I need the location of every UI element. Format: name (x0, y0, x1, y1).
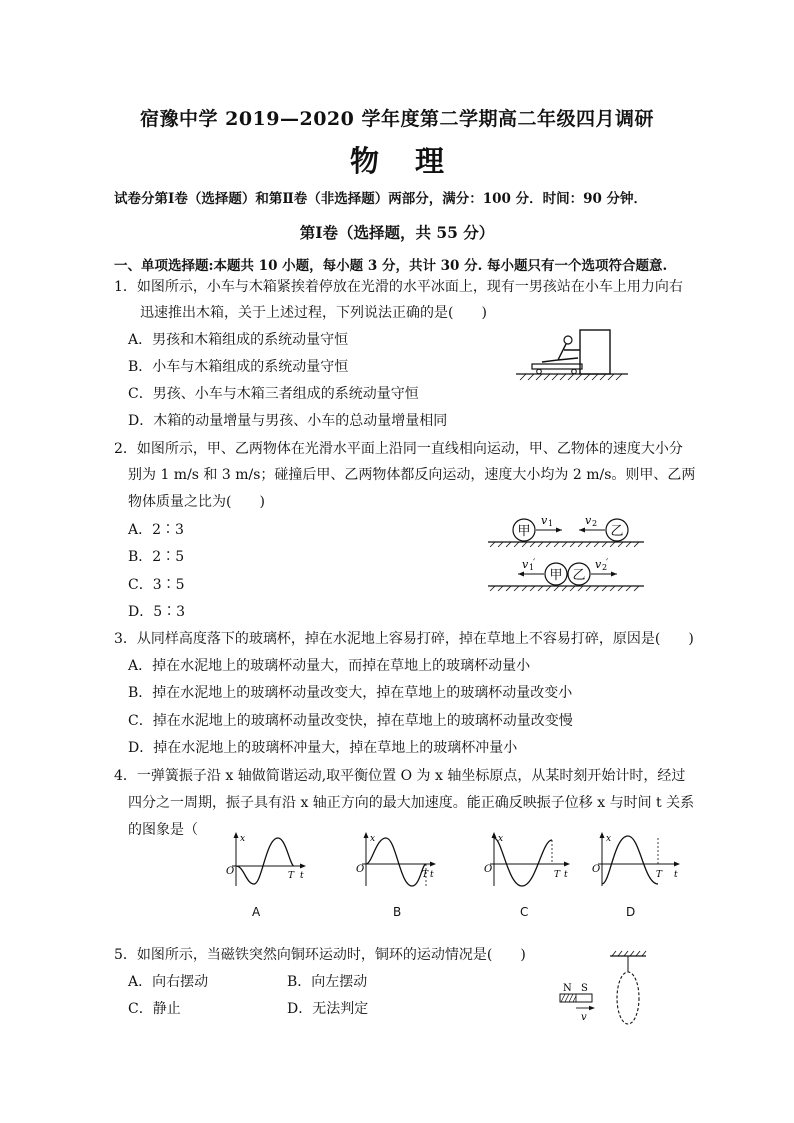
q5-option-c: C．静止 (128, 1001, 181, 1017)
q3-option-a: A．掉在水泥地上的玻璃杯动量大，而掉在草地上的玻璃杯动量小 (128, 658, 531, 674)
q5-stem: 5．如图所示，当磁铁突然向铜环运动时，铜环的运动情况是( ) (114, 947, 526, 963)
q4-graph-c-period: T (554, 870, 561, 880)
q2-v1p-label: v (522, 558, 529, 571)
q2-stem-line3: 物体质量之比为( ) (128, 494, 265, 510)
q2-v1-label: v (541, 514, 548, 527)
q4-graph-d-label: D (626, 905, 636, 919)
q2-v2-label: v (585, 514, 592, 527)
q3-option-c: C．掉在水泥地上的玻璃杯动量改变快，掉在草地上的玻璃杯动量改变慢 (128, 713, 573, 729)
q3-option-b: B．掉在水泥地上的玻璃杯动量改变大，掉在草地上的玻璃杯动量改变小 (128, 685, 573, 701)
section-heading: 第Ⅰ卷（选择题，共 55 分） (299, 223, 495, 242)
q2-option-c: C．3∶5 (128, 577, 185, 593)
q2-v1p-sub: 1 (529, 563, 535, 572)
q4-graph-a-y-label: x (240, 834, 246, 844)
q5-magnet-ring-figure (556, 950, 664, 1032)
q2-option-a: A．2∶3 (128, 522, 184, 538)
q2-v2p-label: v (595, 558, 602, 571)
q4-graph-a-x-label: t (300, 871, 304, 881)
q4-graph-b-period: T (422, 870, 429, 880)
q4-graph-c-origin: O (484, 864, 493, 875)
q4-graph-c (480, 830, 572, 888)
q2-jia-label-after: 甲 (549, 568, 563, 583)
q2-v2p-prime: ′ (606, 558, 609, 569)
q5-option-b: B．向左摆动 (287, 974, 368, 990)
q2-collision-figure (484, 508, 648, 594)
q4-graph-b-y-label: x (370, 834, 376, 844)
q4-graph-c-y-label: x (498, 834, 504, 844)
q4-stem-line2: 四分之一周期，振子具有沿 x 轴正方向的最大加速度。能正确反映振子位移 x 与时间 t 关系 (128, 795, 695, 811)
part-heading: 一、单项选择题:本题共 10 小题，每小题 3 分，共计 30 分. 每小题只有一个选项符合题意. (114, 258, 668, 274)
q1-stem-line1: 1．如图所示，小车与木箱紧挨着停放在光滑的水平冰面上，现有一男孩站在小车上用力向右 (114, 279, 683, 295)
q4-graph-a-label: A (252, 905, 261, 919)
q4-graph-d-x-label: t (674, 870, 678, 880)
q4-graph-a-origin: O (226, 866, 235, 877)
q4-graph-c-label: C (520, 905, 529, 919)
q4-graph-b-origin: O (356, 864, 365, 875)
subject-title: 物理 (349, 144, 480, 178)
q5-option-a: A．向右摆动 (128, 974, 209, 990)
q1-option-b: B．小车与木箱组成的系统动量守恒 (128, 359, 349, 375)
q5-velocity-label: v (581, 1012, 587, 1023)
q4-graph-a-period: T (288, 871, 295, 881)
q5-magnet-n-label: N (563, 983, 572, 994)
q4-graph-b (352, 830, 438, 888)
q4-graph-b-label: B (393, 905, 402, 919)
q2-option-b: B．2∶5 (128, 549, 185, 565)
q4-graph-b-x-label: t (430, 870, 434, 880)
q2-stem-line2: 别为 1 m/s 和 3 m/s；碰撞后甲、乙两物体都反向运动，速度大小均为 2 m/s。则甲、乙两 (128, 467, 696, 483)
q4-graph-d-period: T (656, 870, 663, 880)
q4-graph-d-origin: O (592, 864, 601, 875)
q2-jia-label-before: 甲 (517, 524, 531, 539)
q2-v2-sub: 2 (592, 519, 598, 528)
q4-graph-d (588, 830, 684, 888)
q1-option-d: D．木箱的动量增量与男孩、小车的总动量增量相同 (128, 413, 448, 429)
q2-yi-label-before: 乙 (610, 524, 624, 539)
q4-graph-d-y-label: x (606, 834, 612, 844)
q5-magnet-s-label: S (581, 983, 588, 994)
q4-stem-line1: 4．一弹簧振子沿 x 轴做简谐运动,取平衡位置 O 为 x 轴坐标原点，从某时刻开始计时，经过 (114, 768, 686, 784)
q1-stem-line2: 迅速推出木箱，关于上述过程，下列说法正确的是( ) (140, 305, 487, 321)
q1-cart-box-figure (512, 326, 632, 382)
q2-v1p-prime: ′ (533, 558, 536, 569)
q1-option-a: A．男孩和木箱组成的系统动量守恒 (128, 332, 349, 348)
q4-graph-a (222, 830, 308, 888)
exam-title: 宿豫中学 2019—2020 学年度第二学期高二年级四月调研 (140, 108, 654, 130)
q2-v2p-sub: 2 (602, 563, 608, 572)
q4-stem-line3: 的图象是（ (128, 822, 198, 838)
q3-stem: 3．从同样高度落下的玻璃杯，掉在水泥地上容易打碎，掉在草地上不容易打碎，原因是( ) (114, 631, 694, 647)
q5-option-d: D．无法判定 (287, 1001, 369, 1017)
q2-stem-line1: 2．如图所示，甲、乙两物体在光滑水平面上沿同一直线相向运动，甲、乙物体的速度大小分 (114, 441, 683, 457)
q1-option-c: C．男孩、小车与木箱三者组成的系统动量守恒 (128, 386, 419, 402)
q2-yi-label-after: 乙 (572, 568, 586, 583)
q3-option-d: D．掉在水泥地上的玻璃杯冲量大，掉在草地上的玻璃杯冲量小 (128, 740, 518, 756)
exam-intro: 试卷分第Ⅰ卷（选择题）和第Ⅱ卷（非选择题）两部分，满分：100 分．时间：90 分钟． (114, 191, 648, 207)
q2-option-d: D．5∶3 (128, 604, 186, 620)
q2-v1-sub: 1 (548, 519, 554, 528)
q4-graph-c-x-label: t (564, 870, 568, 880)
